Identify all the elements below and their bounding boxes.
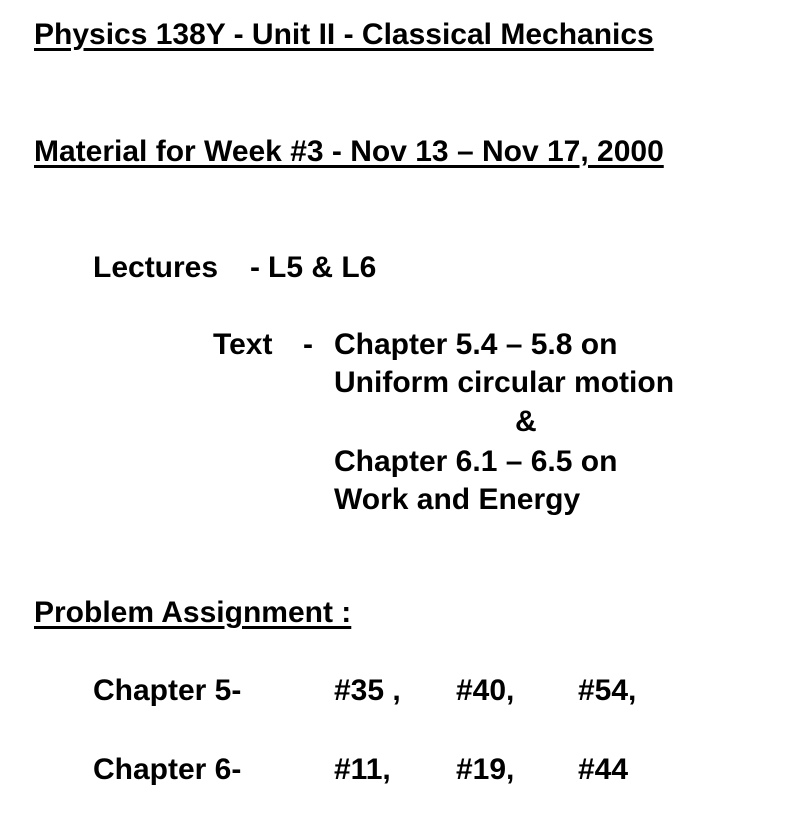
page-title: Physics 138Y - Unit II - Classical Mechanics [34, 18, 654, 51]
problem-chapter-label: Chapter 5- [93, 674, 242, 707]
problem-heading: Problem Assignment : [34, 596, 352, 629]
problem-item: #35 , [334, 674, 401, 707]
text-line-4: Chapter 6.1 – 6.5 on [334, 445, 618, 478]
problem-item: #19, [456, 753, 515, 786]
problem-item: #54, [578, 674, 637, 707]
problem-item: #44 [578, 753, 629, 786]
text-separator: - [303, 328, 313, 361]
week-heading: Material for Week #3 - Nov 13 – Nov 17, 2000 [34, 135, 664, 168]
text-label: Text [213, 328, 273, 361]
lectures-value: L5 & L6 [268, 251, 377, 284]
problem-item: #40, [456, 674, 515, 707]
problem-chapter-label: Chapter 6- [93, 753, 242, 786]
text-line-2: Uniform circular motion [334, 366, 675, 399]
lectures-label: Lectures [93, 251, 219, 284]
lectures-separator: - [250, 251, 260, 284]
problem-item: #11, [334, 753, 391, 786]
text-line-1: Chapter 5.4 – 5.8 on [334, 328, 618, 361]
text-line-5: Work and Energy [334, 483, 581, 516]
text-line-3: & [515, 405, 537, 438]
